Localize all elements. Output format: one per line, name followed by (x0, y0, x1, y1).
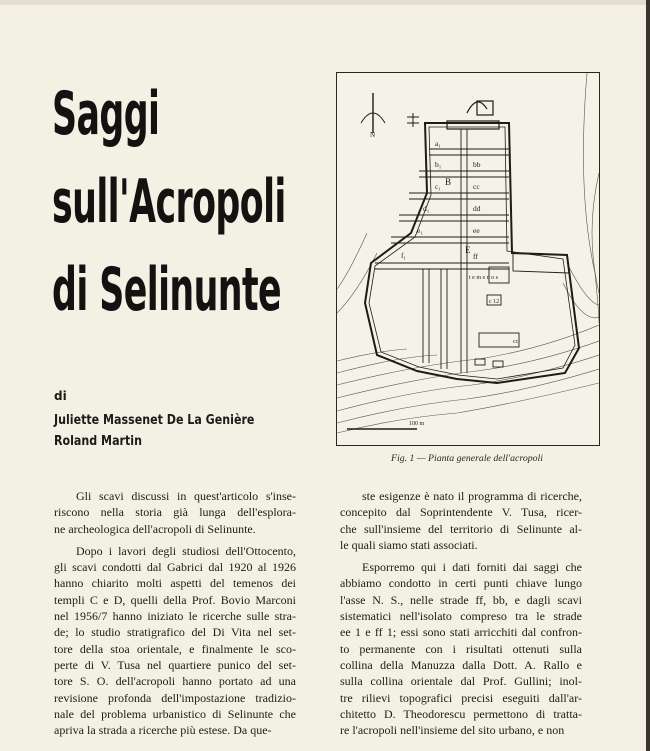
title-line-1: Saggi (52, 79, 160, 149)
north-arrow-icon (361, 93, 385, 139)
acropolis-plan-figure (336, 72, 600, 446)
text-line: Dopo i lavori degli studiosi dell'Ottocento, (76, 543, 296, 558)
text-line: templi C e D, quelli della Prof. Bovio Marconi (54, 592, 296, 607)
text-line: tore S. O. dell'acropoli hanno portato ad una (54, 674, 296, 689)
text-line: collina della Manuzza dalla Dott. A. Rallo e (340, 657, 582, 672)
label-e1: e₁ (417, 226, 423, 235)
text-line: apriva la strada a ricerche più estese. Da que- (54, 723, 272, 738)
text-line: hanno chiarito molti aspetti del temenos dei (54, 576, 296, 591)
label-ee: ee (473, 226, 480, 235)
text-line: re l'acropoli nell'insieme del sito urbano, e non (340, 723, 565, 738)
paragraph (54, 488, 296, 537)
text-line: chitetto D. Theodorescu permettono di tratta- (340, 706, 582, 721)
label-temenos: t e m e n o s (469, 275, 498, 281)
text-line: ste esigenze è nato il programma di ricerche, (362, 489, 582, 503)
acropolis-walls (365, 123, 579, 383)
label-c12: c 12 (489, 299, 500, 305)
text-line: sistematici nell'isolato compreso tra le strade (340, 609, 582, 624)
text-line: sulla collina orientale dal Prof. Gullini; inol- (340, 674, 582, 689)
label-a1: a₁ (435, 139, 441, 148)
text-line: abbiamo condotto in certi punti chiave lungo (340, 576, 582, 591)
text-line: riscono nella storia già lunga dell'esplora- (54, 505, 296, 520)
temples (475, 253, 569, 367)
text-line: ee 1 e ff 1; essi sono stati arricchiti dal confron- (340, 625, 582, 640)
article-title (52, 70, 286, 334)
label-cc: cc (473, 182, 480, 191)
north-gate (447, 101, 499, 129)
text-line: revisione profonda dell'impostazione tradizio- (54, 690, 296, 705)
acropolis-inner-walls (369, 127, 575, 379)
body-column-left (54, 488, 296, 738)
label-bb: bb (473, 160, 481, 169)
plan-labels (401, 139, 519, 345)
label-ff: ff (473, 252, 478, 261)
body-column-right (340, 488, 582, 738)
marker-icon (407, 113, 419, 127)
paragraph (340, 559, 582, 738)
paragraph (54, 543, 296, 739)
text-line: ne archeologica dell'acropoli di Selinunte. (54, 521, 256, 536)
label-E: E (465, 245, 471, 255)
text-line: le quali siamo stati associati. (340, 537, 478, 552)
label-B: B (445, 177, 452, 187)
label-cc-box: cc (513, 339, 519, 345)
text-line: Esporremo qui i dati forniti dai saggi che (362, 560, 582, 575)
page-top-edge (0, 0, 650, 5)
text-line: to permanente con i risultati ottenuti sulla (340, 641, 582, 656)
text-line: nel 1956/7 hanno iniziato le ricerche sulle stra- (54, 609, 296, 624)
byline-di: di (54, 389, 67, 403)
title-line-3: di Selinunte (52, 255, 282, 325)
text-line: perte di V. Tusa nel quartiere punico del set- (54, 657, 296, 672)
label-f1: f₁ (401, 251, 407, 260)
text-line: che sull'insieme del territorio di Selinunte al- (340, 521, 582, 536)
text-line: concepito dal Soprintendente V. Tusa, ricer- (340, 505, 582, 520)
author-1: Juliette Massenet De La Genière (54, 412, 255, 428)
paragraph (340, 488, 582, 553)
figure-caption: Fig. 1 — Pianta generale dell'acropoli (391, 453, 543, 464)
title-line-2: sull'Acropoli (52, 167, 286, 237)
text-line: gli scavi condotti dal Gabrici dal 1920 al 1926 (54, 560, 296, 575)
label-b1: b₁ (435, 160, 442, 169)
text-line: Gli scavi discussi in quest'articolo s'inse- (76, 489, 296, 503)
page-right-edge (646, 0, 650, 751)
text-line: tre rilievi topografici precisi eseguiti dall'ar- (340, 690, 582, 705)
scale-label: 100 m (409, 421, 425, 427)
author-2: Roland Martin (54, 433, 142, 449)
label-dd: dd (473, 204, 481, 213)
text-line: nale del problema urbanistico di Selinunte che (54, 706, 296, 721)
text-line: l'asse N. S., nelle strade ff, bb, e dagli scavi (340, 592, 582, 607)
text-line: de; lo studio stratigrafico del Di Vita nel set- (54, 625, 296, 640)
label-c1: c₁ (435, 182, 441, 191)
text-line: tore della stoa orientale, e finalmente le sco- (54, 641, 296, 656)
north-label: N (370, 131, 376, 139)
label-d1: d₁ (423, 204, 430, 213)
acropolis-plan-map (337, 73, 599, 445)
